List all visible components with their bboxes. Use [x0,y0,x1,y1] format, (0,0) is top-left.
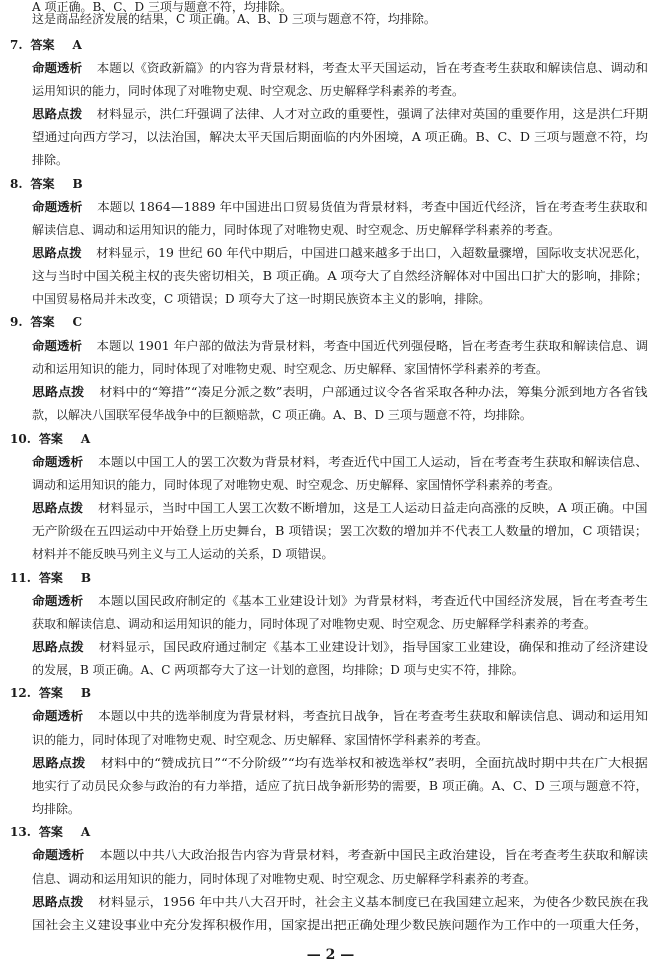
analysis-label: 命题透析 [32,848,85,862]
thinking-text: 款，以解决八国联军侵华战争中的巨额赔款，C 项正确。A、B、D 三项与题意不符，均排除。 [32,408,532,422]
analysis-text: 调动和运用知识的能力，同时体现了对唯物史观、时空观念、历史解释、家国情怀学科素养的考查。 [32,478,561,492]
analysis-label: 命题透析 [32,455,84,469]
answer-line [10,571,91,585]
thinking-line [32,269,648,283]
analysis-line [32,61,648,75]
answer-letter: A [80,825,91,839]
analysis-line [32,84,464,98]
thinking-line [32,779,648,793]
analysis-line [32,339,648,353]
thinking-text: A 项正确。B、C、D 三项与题意不符，均排除。 [32,0,292,14]
analysis-text: 本题以 1864—1889 年中国进出口贸易货值为背景材料，考查中国近代经济，旨在考查考生获取和 [97,200,648,214]
thinking-text: 这与当时中国关税主权的丧失密切相关，B 项正确。A 项夸大了自然经济解体对中国出口扩大的影响，排除； [32,269,649,283]
thinking-label: 思路点拨 [32,385,85,399]
thinking-line [32,501,647,515]
thinking-line [32,292,490,306]
analysis-line [32,223,560,237]
answer-letter: A [72,38,82,52]
answer-letter: A [80,432,91,446]
analysis-text: 运用知识的能力，同时体现了对唯物史观、时空观念、历史解释学科素养的考查。 [32,84,465,98]
analysis-label: 命题透析 [32,339,82,353]
analysis-line [32,733,488,747]
thinking-line [32,130,648,144]
answer-line [10,825,90,839]
thinking-text: 地实行了动员民众参与政治的有力举措，适应了抗日战争新形势的需要，B 项正确。A、C、D 三项与题意不符， [32,779,648,793]
page-number: — 2 — [306,947,355,963]
question-number: 13. [10,825,31,839]
analysis-line [32,617,596,631]
thinking-line [32,895,648,909]
intro-text: 这是商品经济发展的结果，C 项正确。A、B、D 三项与题意不符，均排除。 [32,12,436,26]
thinking-text: 材料显示，洪仁玕强调了法律、人才对立政的重要性，强调了法律对英国的重要作用，这是洪仁玕期 [96,107,649,121]
analysis-label: 命题透析 [32,61,83,75]
thinking-text: 材料显示，1956 年中共八大召开时，社会主义基本制度已在我国建立起来，为使各少数民族在我 [98,895,649,909]
answer-letter: C [72,315,83,329]
analysis-text: 本题以 1901 年户部的做法为背景材料，考查中国近代列强侵略，旨在考查考生获取和解读信息、调 [96,339,649,353]
answer-label: 答案 [38,571,63,585]
analysis-line [32,362,548,376]
thinking-line [32,408,532,422]
answer-line [10,177,83,191]
thinking-text: 中国贸易格局并未改变，C 项错误；D 项夸大了这一时期民族资本主义的影响，排除。 [32,292,491,306]
analysis-text: 识的能力，同时体现了对唯物史观、时空观念、历史解释、家国情怀学科素养的考查。 [32,733,489,747]
thinking-line [32,153,68,167]
thinking-line [32,547,333,561]
thinking-text: 材料显示，当时中国工人罢工次数不断增加，这是工人运动日益走向高涨的反映，A 项正确。中国 [97,501,648,515]
analysis-text: 信息、调动和运用知识的能力，同时体现了对唯物史观、时空观念、历史解释学科素养的考查。 [32,872,537,886]
thinking-label: 思路点拨 [32,756,86,770]
thinking-line [32,802,80,816]
thinking-text: 无产阶级在五四运动中开始登上历史舞台，B 项错误；罢工次数的增加并不代表工人数量的增加，C 项错误； [32,524,648,538]
thinking-line [32,663,524,677]
thinking-label: 思路点拨 [32,246,82,260]
analysis-text: 本题以《资政新篇》的内容为背景材料，考查太平天国运动，旨在考查考生获取和解读信息、调动和 [96,61,649,75]
analysis-text: 解读信息、调动和运用知识的能力，同时体现了对唯物史观、时空观念、历史解释学科素养的考查。 [32,223,561,237]
question-number: 12. [10,686,31,700]
analysis-text: 本题以中共的选举制度为背景材料，考查抗日战争，旨在考查考生获取和解读信息、调动和运用知 [98,709,649,723]
thinking-text: 排除。 [32,153,69,167]
analysis-text: 动和运用知识的能力，同时体现了对唯物史观、时空观念、历史解释、家国情怀学科素养的考查。 [32,362,549,376]
answer-letter: B [72,177,83,191]
analysis-line [32,872,536,886]
answer-letter: B [80,571,92,585]
thinking-line [32,107,648,121]
question-number: 10. [10,432,31,446]
question-number: 7. [10,38,23,52]
analysis-line [32,848,648,862]
thinking-text: 材料显示，国民政府通过制定《基本工业建设计划》，指导国家工业建设，确保和推动了经济建设 [98,640,649,654]
thinking-text: 材料显示，19 世纪 60 年代中期后，中国进口越来越多于出口，入超数量骤增，国际收支状况恶化， [96,246,649,260]
question-number: 9. [10,315,23,329]
answer-line [10,38,82,52]
answer-label: 答案 [38,825,63,839]
thinking-line [32,385,648,399]
analysis-line [32,200,648,214]
answer-line [10,686,91,700]
thinking-line [32,918,648,932]
analysis-text: 本题以中共八大政治报告内容为背景材料，考查新中国民主政治建设，旨在考查考生获取和解读 [99,848,649,862]
answer-label: 答案 [38,432,63,446]
thinking-text: 材料中的“筹措”“凑足分派之数”表明，户部通过议令各省采取各种办法，筹集分派到地方各省钱 [99,385,648,399]
analysis-text: 本题以国民政府制定的《基本工业建设计划》为背景材料，考查近代中国经济发展，旨在考查考生 [98,594,649,608]
thinking-label: 思路点拨 [32,107,83,121]
answer-label: 答案 [30,38,55,52]
thinking-label: 思路点拨 [32,640,84,654]
analysis-text: 本题以中国工人的罢工次数为背景材料，考查近代中国工人运动，旨在考查考生获取和解读信息、 [98,455,649,469]
analysis-line [32,709,648,723]
analysis-line [32,478,560,492]
analysis-text: 获取和解读信息、调动和运用知识的能力，同时体现了对唯物史观、时空观念、历史解释学科素养的考查。 [32,617,597,631]
thinking-text: 望通过向西方学习，以法治国，解决太平天国后期面临的内外困境，A 项正确。B、C、D 三项与题意不符，均 [32,130,648,144]
thinking-line [32,246,648,260]
analysis-line [32,594,648,608]
thinking-line [32,524,648,538]
thinking-text: 国社会主义建设事业中充分发挥积极作用，国家提出把正确处理少数民族问题作为工作中的一项重大任务， [32,918,649,932]
answer-label: 答案 [38,686,63,700]
answer-label: 答案 [30,315,55,329]
analysis-label: 命题透析 [32,709,84,723]
answer-line [10,315,82,329]
answer-letter: B [80,686,92,700]
thinking-line [32,640,648,654]
thinking-text: 的发展，B 项正确。A、C 两项都夸大了这一计划的意图，均排除；D 项与史实不符，排除。 [32,663,524,677]
thinking-text: 材料并不能反映马列主义与工人运动的关系，D 项错误。 [32,547,334,561]
analysis-line [32,455,648,469]
thinking-line [32,0,292,14]
question-number: 11. [10,571,31,585]
analysis-label: 命题透析 [32,594,84,608]
thinking-text: 均排除。 [32,802,81,816]
answer-label: 答案 [30,177,55,191]
thinking-line [32,756,648,770]
answer-line [10,432,90,446]
thinking-label: 思路点拨 [32,501,84,515]
intro-line [32,12,436,26]
analysis-label: 命题透析 [32,200,83,214]
question-number: 8. [10,177,23,191]
thinking-text: 材料中的“赞成抗日”“不分阶级”“均有选举权和被选举权”表明，全面抗战时期中共在广大根据 [100,756,648,770]
thinking-label: 思路点拨 [32,895,84,909]
